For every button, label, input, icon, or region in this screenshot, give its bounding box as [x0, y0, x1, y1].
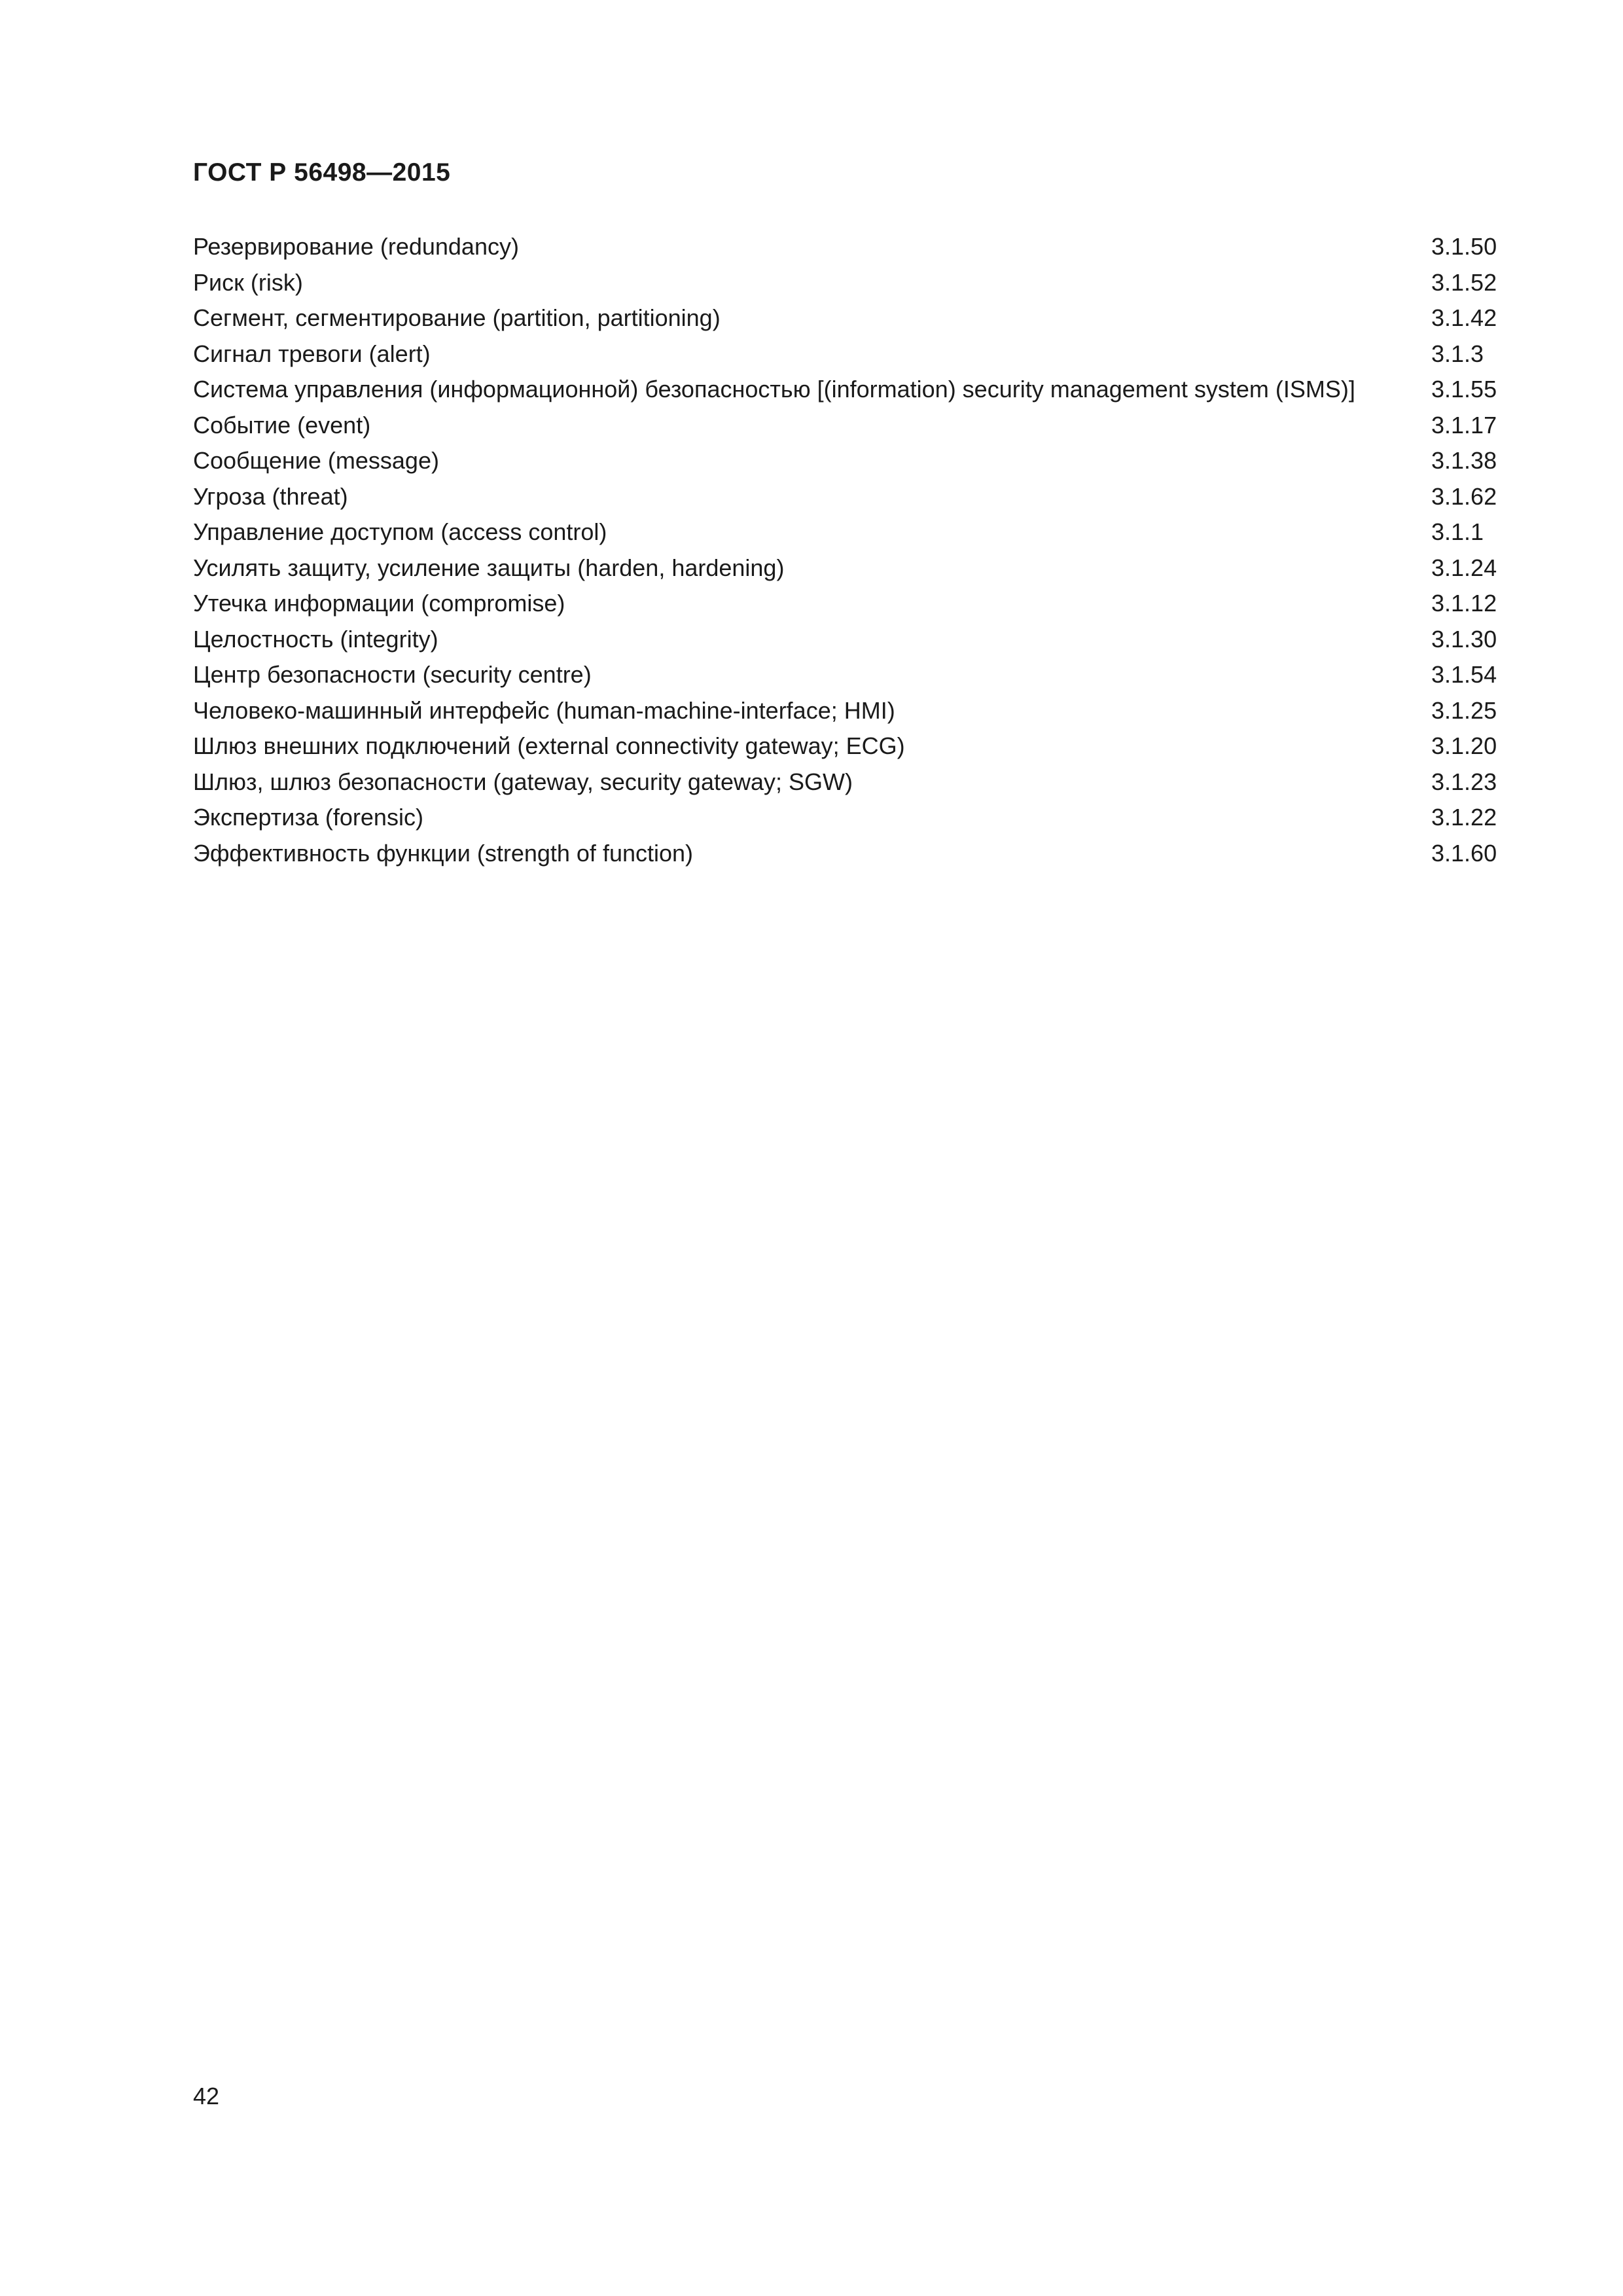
index-entry [193, 372, 1505, 408]
index-entry [193, 408, 1505, 444]
section-ref: 3.1.22 [1431, 804, 1497, 831]
section-ref: 3.1.42 [1431, 304, 1497, 331]
index-term: Событие (event) [193, 411, 371, 439]
index-term: Усилять защиту, усиление защиты (harden, hardening) [193, 554, 785, 581]
index-entry [193, 728, 1505, 764]
section-ref: 3.1.60 [1431, 839, 1497, 867]
index-entry [193, 336, 1505, 372]
section-ref: 3.1.23 [1431, 768, 1497, 795]
index-entry [193, 657, 1505, 693]
section-ref: 3.1.38 [1431, 447, 1497, 474]
index-term: Шлюз, шлюз безопасности (gateway, security gateway; SGW) [193, 768, 853, 795]
index-term: Угроза (threat) [193, 482, 348, 510]
index-entry [193, 836, 1505, 872]
index-term: Управление доступом (access control) [193, 518, 607, 545]
section-ref: 3.1.12 [1431, 590, 1497, 617]
index-term: Утечка информации (compromise) [193, 590, 565, 617]
index-term: Эффективность функции (strength of function) [193, 839, 694, 867]
section-ref: 3.1.25 [1431, 696, 1497, 724]
index-entry [193, 443, 1505, 479]
index-entry [193, 514, 1505, 550]
document-header: ГОСТ Р 56498—2015 [193, 158, 451, 187]
index-term: Резервирование (redundancy) [193, 233, 519, 260]
index-term: Система управления (информационной) безопасностью [(information) security management system (ISMS)] [193, 376, 1355, 403]
term-index [193, 229, 1505, 871]
section-ref: 3.1.24 [1431, 554, 1497, 581]
section-ref: 3.1.30 [1431, 625, 1497, 653]
index-term: Риск (risk) [193, 268, 303, 296]
index-term: Сообщение (message) [193, 447, 439, 474]
section-ref: 3.1.52 [1431, 268, 1497, 296]
index-entry [193, 693, 1505, 729]
index-entry [193, 229, 1505, 265]
index-term: Шлюз внешних подключений (external connectivity gateway; ECG) [193, 732, 905, 759]
index-term: Центр безопасности (security centre) [193, 661, 592, 688]
index-term: Целостность (integrity) [193, 625, 438, 653]
section-ref: 3.1.3 [1431, 340, 1484, 367]
section-ref: 3.1.20 [1431, 732, 1497, 759]
section-ref: 3.1.55 [1431, 376, 1497, 403]
index-term: Экспертиза (forensic) [193, 804, 423, 831]
index-entry [193, 550, 1505, 586]
section-ref: 3.1.62 [1431, 482, 1497, 510]
index-entry [193, 764, 1505, 800]
index-entry [193, 300, 1505, 336]
section-ref: 3.1.1 [1431, 518, 1484, 545]
index-term: Человеко-машинный интерфейс (human-machine-interface; HMI) [193, 696, 895, 724]
index-entry [193, 800, 1505, 836]
index-entry [193, 586, 1505, 622]
section-ref: 3.1.50 [1431, 233, 1497, 260]
section-ref: 3.1.54 [1431, 661, 1497, 688]
index-term: Сигнал тревоги (alert) [193, 340, 431, 367]
page-number: 42 [193, 2083, 220, 2109]
index-entry [193, 622, 1505, 658]
index-entry [193, 265, 1505, 301]
index-term: Сегмент, сегментирование (partition, partitioning) [193, 304, 721, 331]
index-entry [193, 479, 1505, 515]
section-ref: 3.1.17 [1431, 411, 1497, 439]
